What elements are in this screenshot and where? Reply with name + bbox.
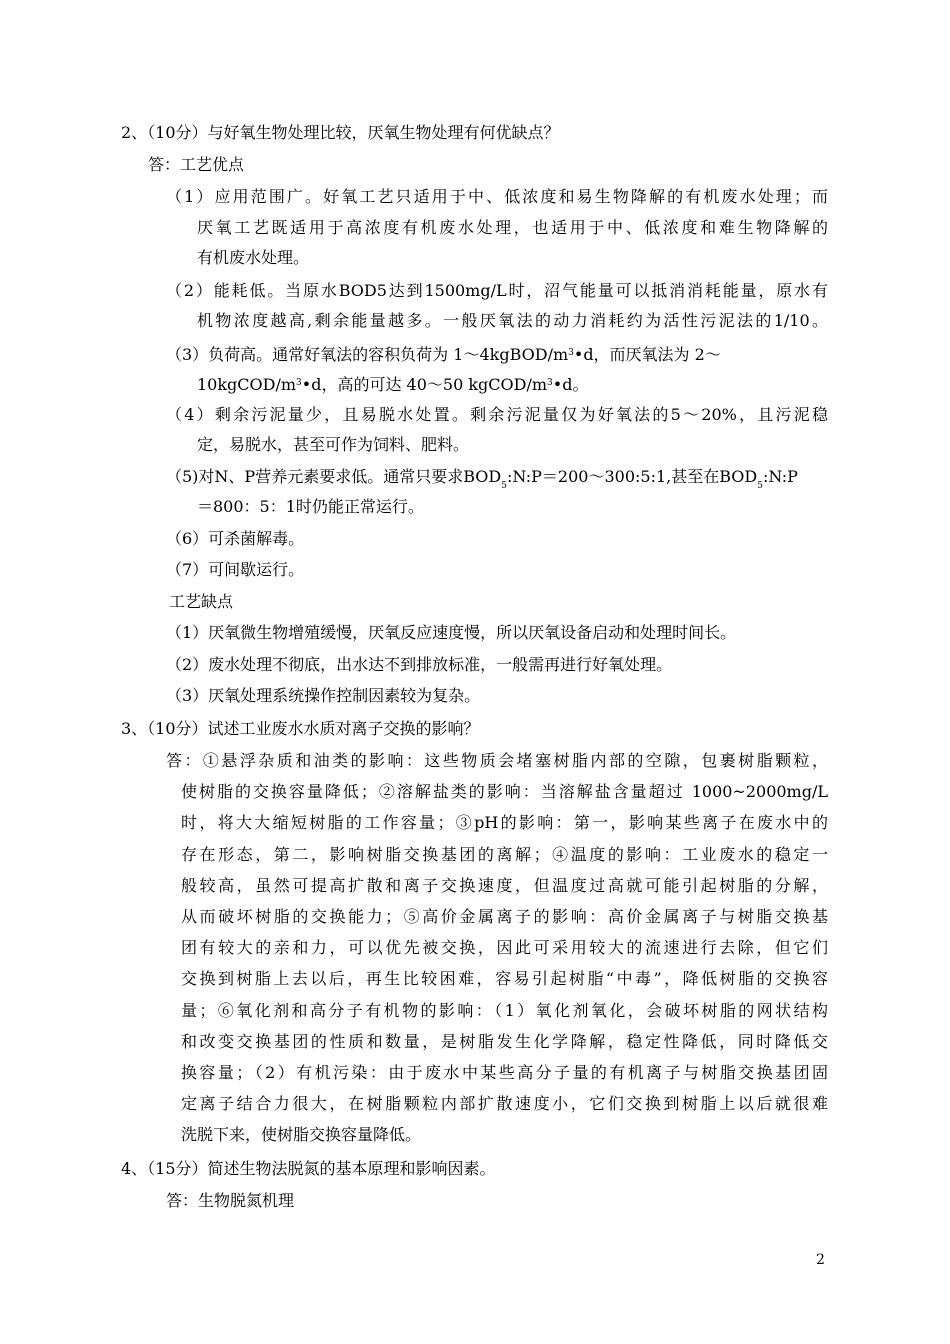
q4-title: 4、（15分）简述生物法脱氮的基本原理和影响因素。 <box>121 1159 496 1178</box>
q3-answer-line: 般较高，虽然可提高扩散和离子交换速度，但温度过高就可能引起树脂的分解， <box>181 876 828 895</box>
q2-advantage-1: （1）应用范围广。好氧工艺只适用于中、低浓度和易生物降解的有机废水处理；而 <box>166 187 828 206</box>
q3-answer-line: 从而破坏树脂的交换能力；⑤高价金属离子的影响：高价金属离子与树脂交换基 <box>181 907 828 926</box>
q2-advantage-5: （5)对N、P营养元素要求低。通常只要求$BOD_5:N:P=200\sim 300:5:1$,甚至在$BOD_5:N:P$ <box>166 467 798 491</box>
q3-answer-line: 和改变交换基团的性质和数量，是树脂发生化学降解，稳定性降低，同时降低交 <box>181 1032 828 1051</box>
q3-answer-line: 定离子结合力很大，在树脂颗粒内部扩散速度小，它们交换到树脂上以后就很难 <box>181 1094 828 1113</box>
q2-advantage-2: （2）能耗低。当原水BOD5达到1500mg/L时，沼气能量可以抵消消耗能量，原水有 <box>166 281 828 300</box>
advantage-3-text: （3）负荷高。通常好氧法的容积负荷为 $1\sim 4kgBOD/m^3•d$，而厌氧法为 2～ <box>166 345 721 364</box>
q4-answer-intro: 答：生物脱氮机理 <box>166 1191 295 1210</box>
q3-answer-line: 时，将大大缩短树脂的工作容量；③pH的影响：第一，影响某些离子在废水中的 <box>181 813 828 832</box>
q3-answer-line: 存在形态，第二，影响树脂交换基团的离解；④温度的影响：工业废水的稳定一 <box>181 845 828 864</box>
q3-answer-line: 答：①悬浮杂质和油类的影响：这些物质会堵塞树脂内部的空隙，包裹树脂颗粒， <box>166 751 828 770</box>
superscript: 3 <box>547 378 553 388</box>
subscript: 5 <box>501 481 507 491</box>
q2-answer-intro: 答：工艺优点 <box>148 155 245 174</box>
q2-disadvantage-2: （2）废水处理不彻底，出水达不到排放标准，一般需再进行好氧处理。 <box>166 655 673 674</box>
q2-advantage-2-cont: 机物浓度越高,剩余能量越多。一般厌氧法的动力消耗约为活性污泥法的1/10。 <box>197 311 828 330</box>
q2-disadvantage-heading: 工艺缺点 <box>169 592 234 611</box>
q2-advantage-1-cont: 有机废水处理。 <box>197 248 310 267</box>
q2-advantage-5-cont: ＝800：5：1时仍能正常运行。 <box>197 497 424 516</box>
subscript: 5 <box>757 481 763 491</box>
q2-advantage-4: （4）剩余污泥量少，且易脱水处置。剩余污泥量仅为好氧法的5～20%，且污泥稳 <box>166 405 828 424</box>
page-number: 2 <box>816 1252 825 1268</box>
q2-disadvantage-1: （1）厌氧微生物增殖缓慢，厌氧反应速度慢，所以厌氧设备启动和处理时间长。 <box>166 623 737 642</box>
q2-title: 2、（10分）与好氧生物处理比较，厌氧生物处理有何优缺点？ <box>121 123 560 142</box>
q2-advantage-1-cont: 厌氧工艺既适用于高浓度有机废水处理，也适用于中、低浓度和难生物降解的 <box>197 218 828 237</box>
q2-advantage-3-cont: $10kgCOD/m^3•d$，高的可达 40～50 kgCOD/$m^3•d$。 <box>197 375 589 394</box>
q2-advantage-7: （7）可间歇运行。 <box>166 560 305 579</box>
q3-answer-line: 交换到树脂上去以后，再生比较困难，容易引起树脂“中毒”，降低树脂的交换容 <box>181 969 828 988</box>
q2-advantage-4-cont: 定，易脱水，甚至可作为饲料、肥料。 <box>197 435 470 454</box>
q3-answer-line: 量；⑥氧化剂和高分子有机物的影响：（1）氧化剂氧化，会破坏树脂的网状结构 <box>181 1001 828 1020</box>
q3-answer-line: 洗脱下来，使树脂交换容量降低。 <box>181 1125 422 1144</box>
q3-title: 3、（10分）试述工业废水水质对离子交换的影响？ <box>121 719 480 738</box>
q2-disadvantage-3: （3）厌氧处理系统操作控制因素较为复杂。 <box>166 686 481 705</box>
q2-advantage-3 <box>166 343 828 365</box>
q3-answer-line: 使树脂的交换容量降低；②溶解盐类的影响：当溶解盐含量超过 1000~2000mg/L <box>181 782 828 801</box>
q3-answer-line: 团有较大的亲和力，可以优先被交换，因此可采用较大的流速进行去除，但它们 <box>181 938 828 957</box>
q3-answer-line: 换容量；（2）有机污染：由于废水中某些高分子量的有机离子与树脂交换基团固 <box>181 1063 828 1082</box>
superscript: 3 <box>296 378 302 388</box>
q2-advantage-6: （6）可杀菌解毒。 <box>166 529 305 548</box>
superscript: 3 <box>568 348 574 358</box>
